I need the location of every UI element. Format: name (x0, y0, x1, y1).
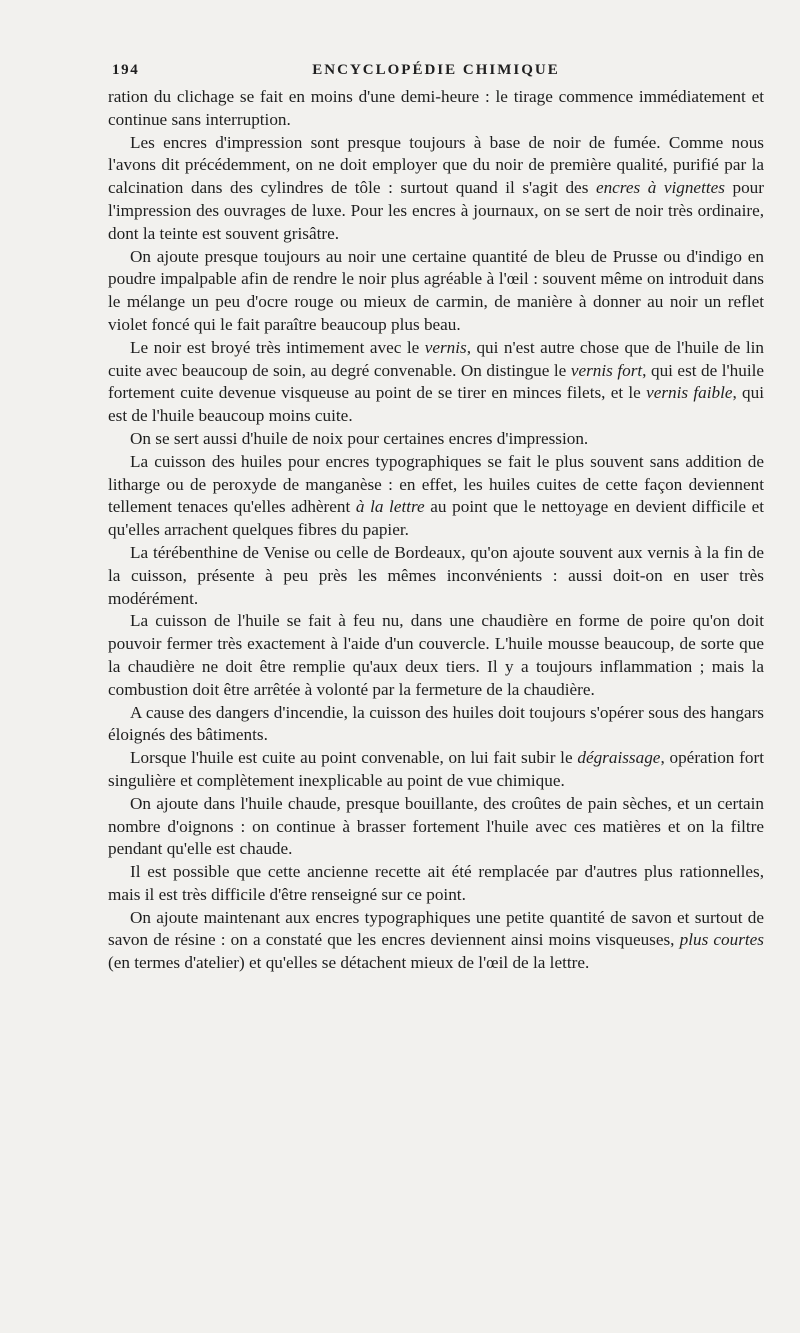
italic-term: plus courtes (679, 930, 764, 950)
text-run: A cause des dangers d'incendie, la cuisson des huiles doit toujours s'opérer sous des hangars éloignés des bâtiments. (108, 702, 764, 745)
text-run: , opération fort singulière et complètement inexplicable au point de vue chimique. (108, 748, 764, 790)
italic-term: encres à vignettes (595, 178, 725, 198)
paragraph (108, 337, 764, 428)
italic-term: à la lettre (355, 497, 425, 517)
paragraph (108, 702, 764, 748)
body-text (108, 86, 764, 975)
text-run: La térébenthine de Venise ou celle de Bordeaux, qu'on ajoute souvent aux vernis à la fin de la cuisson, présente à peu près les mêmes inconvénients : aussi doit-on en user très modérément. (108, 542, 764, 608)
running-head (108, 62, 764, 86)
text-run: La cuisson de l'huile se fait à feu nu, dans une chaudière en forme de poire qu'on doit pouvoir fermer très exactement à l'aide d'un couvercle. L'huile mousse beaucoup, de sorte que la chaudière ne doit être remplie qu'aux deux tiers. Il y a toujours inflammation ; mais la combustion doit être arrêtée à volonté par la fermeture de la chaudière. (108, 611, 764, 699)
paragraph (108, 747, 764, 793)
text-run: Le noir est broyé très intimement avec le (130, 337, 425, 357)
paragraph (108, 132, 764, 246)
paragraph (108, 610, 764, 701)
italic-term: vernis fort (570, 360, 643, 380)
paragraph (108, 907, 764, 975)
paragraph (108, 542, 764, 610)
italic-term: vernis (424, 337, 467, 357)
text-run: Il est possible que cette ancienne recette ait été remplacée par d'autres plus rationnelles, mais il est très difficile d'être renseigné sur ce point. (108, 862, 764, 904)
italic-term: dégraissage (577, 748, 661, 768)
text-run: , qui est de l'huile beaucoup moins cuite. (108, 383, 765, 426)
paragraph (108, 246, 764, 337)
document-page (108, 62, 764, 975)
page-number: 194 (112, 62, 140, 78)
text-run: On se sert aussi d'huile de noix pour certaines encres d'impression. (130, 428, 589, 448)
header-title: ENCYCLOPÉDIE CHIMIQUE (312, 62, 560, 78)
italic-term: vernis faible (646, 383, 733, 403)
paragraph (108, 86, 764, 132)
text-run: , qui n'est autre chose que de l'huile de lin cuite avec beaucoup de soin, au degré convenable. On distingue le (108, 337, 764, 380)
text-run: ration du clichage se fait en moins d'une demi-heure : le tirage commence immédiatement et continue sans interruption. (108, 87, 764, 129)
text-run: , qui est de l'huile fortement cuite devenue visqueuse au point de se tirer en minces filets, et le (108, 360, 764, 403)
text-run: La cuisson des huiles pour encres typographiques se fait le plus souvent sans addition de litharge ou de peroxyde de manganèse : en effet, les huiles cuites de cette façon deviennent tellement tenaces qu'elles adhèrent (108, 451, 764, 517)
text-run: On ajoute presque toujours au noir une certaine quantité de bleu de Prusse ou d'indigo en poudre impalpable afin de rendre le noir plus agréable à l'œil : souvent même on introduit dans le mélange un peu d'ocre rouge ou mieux de carmin, de manière à donner au noir un reflet violet foncé qui le fait paraître beaucoup plus beau. (108, 246, 764, 334)
text-run: pour l'impression des ouvrages de luxe. Pour les encres à journaux, on se sert de noir très ordinaire, dont la teinte est souvent grisâtre. (108, 178, 764, 243)
text-run: au point que le nettoyage en devient difficile et qu'elles arrachent quelques fibres du papier. (108, 497, 765, 540)
text-run: On ajoute dans l'huile chaude, presque bouillante, des croûtes de pain sèches, et un certain nombre d'oignons : on continue à brasser fortement l'huile avec ces matières et on la filtre pendant qu'elle est chaude. (108, 793, 764, 859)
text-run: Les encres d'impression sont presque toujours à base de noir de fumée. Comme nous l'avons dit précédemment, on ne doit employer que du noir de première qualité, purifié par la calcination dans des cylindres de tôle : surtout quand il s'agit des (108, 132, 764, 198)
text-run: Lorsque l'huile est cuite au point convenable, on lui fait subir le (130, 748, 578, 768)
text-run: (en termes d'atelier) et qu'elles se détachent mieux de l'œil de la lettre. (108, 953, 590, 973)
paragraph (108, 428, 764, 451)
paragraph (108, 793, 764, 861)
paragraph (108, 451, 764, 542)
text-run: On ajoute maintenant aux encres typographiques une petite quantité de savon et surtout de savon de résine : on a constaté que les encres deviennent ainsi moins visqueuses, (108, 907, 764, 950)
paragraph (108, 861, 764, 907)
